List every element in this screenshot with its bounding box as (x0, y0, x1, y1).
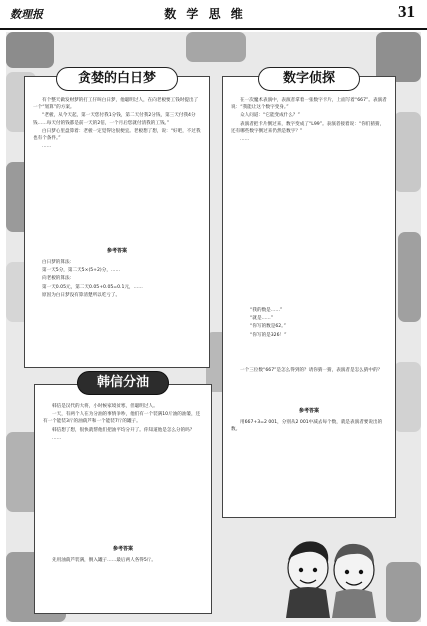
paragraph: …… (240, 137, 250, 143)
dialogue-line: “你写的数是62。” (250, 324, 286, 330)
paragraph: …… (42, 144, 52, 150)
paragraph: 表演者把卡片倒过来，数字变成了“L99”。表演者接着说：“你们猜猜，还有哪些数字倒过来仍然是数字？” (231, 121, 385, 134)
question-text: 一个三位数“667”是怎么得到的？请你猜一猜，表演者是怎么猜中的？ (240, 368, 383, 373)
bottom-answer-body (43, 557, 203, 565)
right-dialogue (241, 307, 381, 340)
paragraph: 在一次魔术表演中，表演者拿着一张数字卡片，上面写着“667”。表演者说：“我能让这个数字变身。” (231, 98, 387, 111)
right-question (231, 367, 387, 375)
bottom-answer-label: 参考答案 (112, 546, 133, 552)
answer-line: 第一天0.05元，第二天0.05+0.05=0.1元，…… (42, 284, 143, 290)
answer-line: 第一天5分，第二天5×(5+2)分，…… (42, 268, 121, 274)
right-answer-body (231, 419, 387, 434)
left-story-title: 贪婪的白日梦 (56, 67, 178, 91)
left-answer-label: 参考答案 (106, 248, 127, 254)
answer-line: 用667+3=2 001，分别从2 001中减去每个数，就是表演者要说出的数。 (231, 420, 383, 433)
bottom-story-title: 韩信分油 (77, 371, 169, 395)
left-story-box (24, 71, 210, 368)
puzzle-piece (386, 562, 421, 622)
puzzle-piece (6, 32, 54, 68)
dialogue-line: “就是……” (250, 316, 274, 322)
section-title: 数 学 思 维 (164, 7, 246, 21)
right-answer-label: 参考答案 (298, 408, 319, 414)
paragraph: 有个整天做发财梦的打工仔叫白日梦，他聪明过人，在向老板要工钱时提出了一个“划算”的方案。 (33, 98, 199, 111)
paragraph: 白日梦心里盘算着：老板一定觉得这很便宜。老板想了想，说：“好吧，不过我也有个条件。” (33, 128, 201, 142)
puzzle-piece (376, 32, 421, 82)
dialogue-line: “我的数是……” (250, 308, 283, 313)
paragraph: 一天，有两个人在为分油的事情争吵，他们有一个装满10斤油的油篓，还有一个能装3斤的油葫芦和一个能装7斤的罐子。 (43, 412, 201, 425)
page-number: 31 (398, 2, 415, 21)
right-story-title: 数字侦探 (258, 67, 360, 91)
dialogue-line: “你写的是326！” (250, 332, 287, 338)
paragraph: 韩信是汉代的大将，小时候家境贫寒，但聪明过人。 (52, 404, 158, 409)
puzzle-frame (6, 32, 421, 622)
paragraph: 韩信想了想，很快就帮他们把油平均分开了。你知道他是怎么分的吗？ (52, 427, 195, 433)
answer-line: 先用油葫芦装满，倒入罐子……最后两人各得5斤。 (52, 558, 156, 563)
bottom-story-body (43, 403, 203, 443)
answer-line: 白日梦的算法： (42, 260, 75, 265)
puzzle-piece (186, 32, 246, 62)
right-story-box (222, 71, 396, 518)
brand-logo: 数理报 (10, 8, 43, 21)
paragraph: …… (52, 435, 62, 441)
puzzle-piece (398, 232, 421, 322)
puzzle-piece (394, 362, 421, 432)
answer-line: 向老板的算法： (42, 276, 75, 282)
puzzle-piece (394, 112, 421, 192)
bottom-story-box (34, 375, 212, 614)
answer-line: 原因为白日梦没有算清楚所以吃亏了。 (42, 292, 121, 298)
left-story-body (33, 97, 201, 151)
paragraph: 众人问道：“它能变成什么？” (240, 113, 300, 119)
left-answer-body (33, 259, 201, 300)
cartoon-kids-illustration (276, 528, 386, 618)
paragraph: “老板，从今天起，第一天您付我1分钱，第二天付我2分钱，第三天付我4分钱……每天付的钱都是前一天的2倍，一个月后您就付清我的工钱。” (33, 113, 196, 126)
page-header (0, 0, 427, 30)
right-story-body (231, 97, 387, 144)
